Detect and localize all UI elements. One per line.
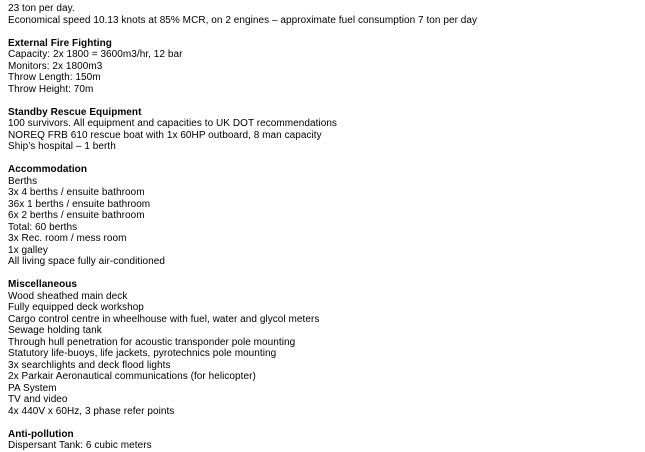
section-miscellaneous <box>8 279 638 417</box>
section-line: Capacity: 2x 1800 = 3600m3/hr, 12 bar <box>8 49 183 60</box>
section-line: 2x Parkair Aeronautical communications (for helicopter) <box>8 371 256 382</box>
section-line: 6x 2 berths / ensuite bathroom <box>8 210 145 221</box>
section-line: Cargo control centre in wheelhouse with fuel, water and glycol meters <box>8 313 320 325</box>
intro-block <box>8 3 638 26</box>
document-body <box>8 3 638 452</box>
section-heading: Accommodation <box>8 164 87 175</box>
section-line: Sewage holding tank <box>8 325 102 336</box>
section-line: 1x galley <box>8 244 48 256</box>
section-line: TV and video <box>8 394 68 405</box>
section-heading: Standby Rescue Equipment <box>8 106 142 118</box>
section-anti-pollution <box>8 429 638 452</box>
section-line: Wood sheathed main deck <box>8 290 128 302</box>
section-line: Total: 60 berths <box>8 221 78 233</box>
section-line: Fully equipped deck workshop <box>8 302 144 313</box>
section-line: All living space fully air-conditioned <box>8 256 165 267</box>
section-line: 3x searchlights and deck flood lights <box>8 359 171 371</box>
section-heading: Miscellaneous <box>8 279 78 290</box>
section-line: Berths <box>8 175 38 187</box>
section-line: 3x Rec. room / mess room <box>8 233 127 244</box>
section-line: 100 survivors. All equipment and capacities to UK DOT recommendations <box>8 118 337 129</box>
section-line: PA System <box>8 382 57 394</box>
section-line: 3x 4 berths / ensuite bathroom <box>8 187 145 198</box>
section-external-fire-fighting <box>8 38 638 96</box>
section-standby-rescue-equipment <box>8 107 638 153</box>
intro-line: 23 ton per day. <box>8 3 75 14</box>
section-line: 36x 1 berths / ensuite bathroom <box>8 198 151 210</box>
section-line: Statutory life-buoys, life jackets, pyrotechnics pole mounting <box>8 348 277 359</box>
section-line: NOREQ FRB 610 rescue boat with 1x 60HP outboard, 8 man capacity <box>8 129 322 141</box>
section-heading: Anti-pollution <box>8 428 74 440</box>
section-line: 4x 440V x 60Hz, 3 phase refer points <box>8 405 175 417</box>
section-line: Monitors: 2x 1800m3 <box>8 60 103 72</box>
section-line: Dispersant Tank: 6 cubic meters <box>8 440 152 451</box>
section-line: Through hull penetration for acoustic transponder pole mounting <box>8 336 296 348</box>
section-heading: External Fire Fighting <box>8 37 112 49</box>
section-line: Throw Height: 70m <box>8 83 94 95</box>
section-accommodation <box>8 164 638 268</box>
section-line: Throw Length: 150m <box>8 72 101 83</box>
section-line: Ship’s hospital – 1 berth <box>8 141 116 152</box>
intro-line: Economical speed 10.13 knots at 85% MCR, on 2 engines – approximate fuel consumption 7 ton per day <box>8 14 478 26</box>
